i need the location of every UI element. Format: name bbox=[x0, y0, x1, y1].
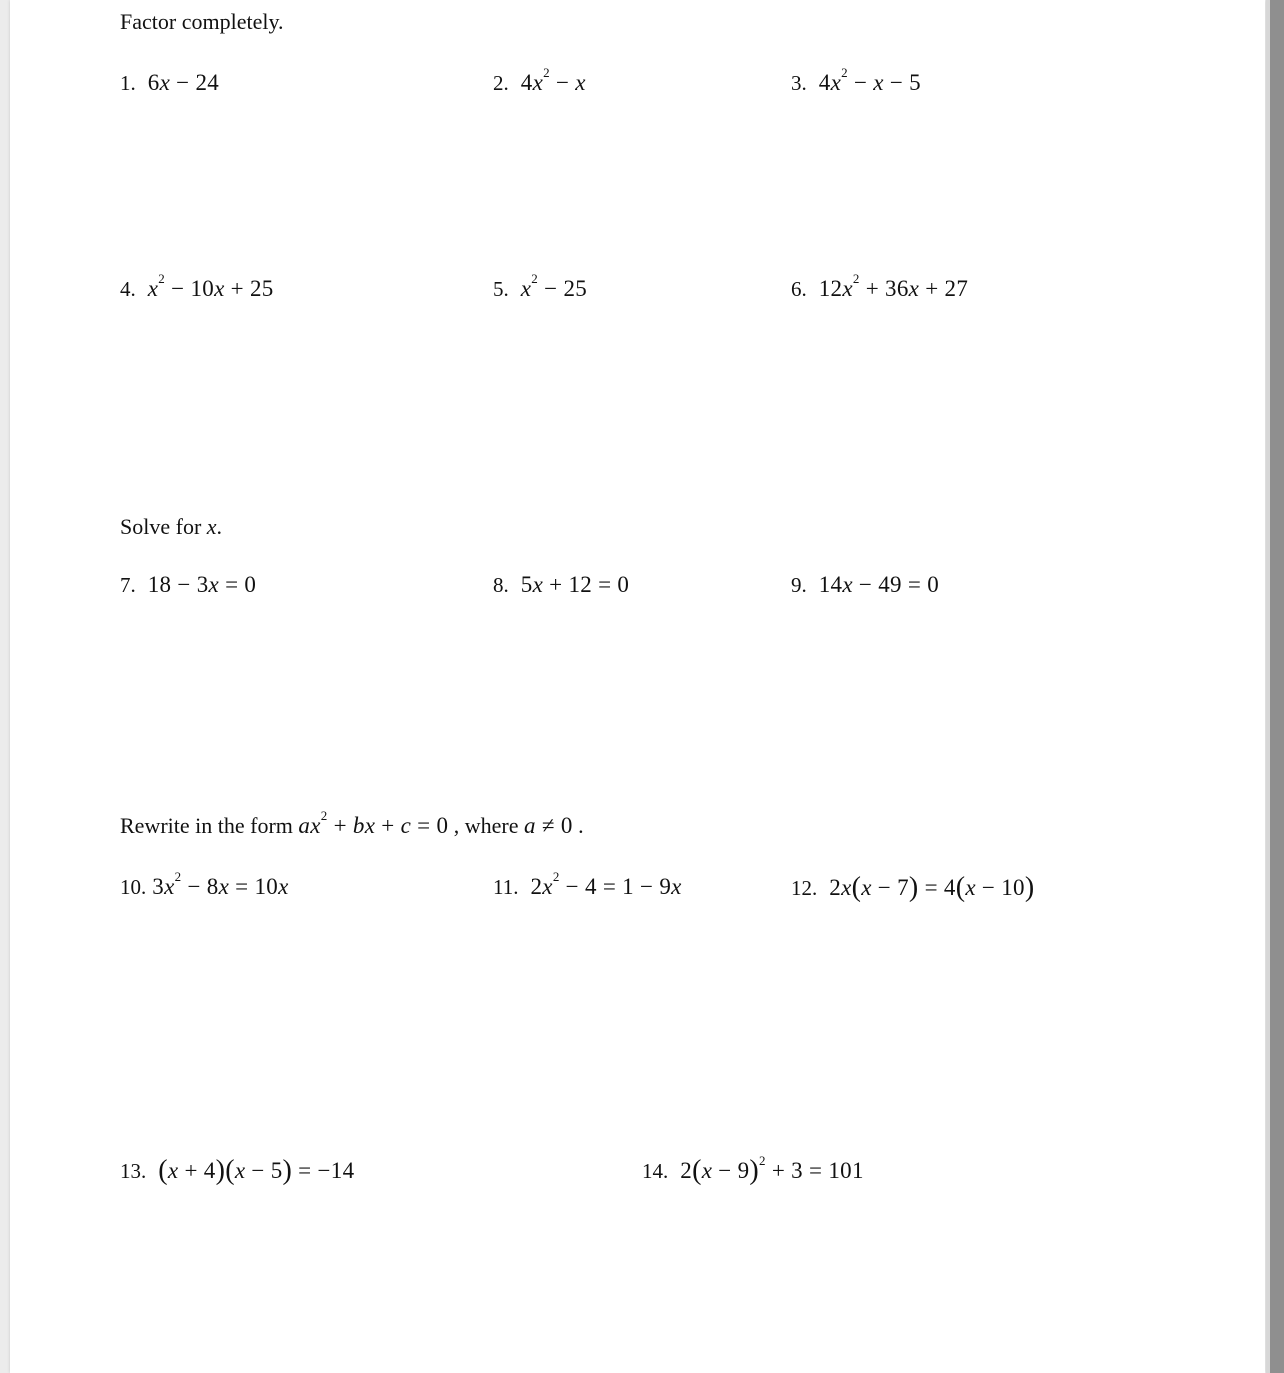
problem-expression: 6x − 24 bbox=[147, 70, 220, 95]
problem-number: 1. bbox=[120, 71, 136, 95]
problem-4 bbox=[120, 271, 274, 302]
problem-expression: $4x^2 - x - 5$ bbox=[818, 65, 921, 95]
problem-number: 8. bbox=[493, 573, 509, 597]
problem-expression: 14x − 49 = 0 bbox=[818, 572, 940, 597]
problem-10 bbox=[120, 869, 289, 900]
problem-number: 6. bbox=[791, 277, 807, 301]
problem-11 bbox=[493, 869, 682, 900]
problem-number: 12. bbox=[791, 876, 818, 900]
rewrite-heading-prefix: Rewrite in the form bbox=[120, 813, 293, 838]
problem-expression: $3x^2 - 8x = 10x$ bbox=[152, 869, 289, 899]
solve-heading-prefix: Solve for bbox=[120, 514, 207, 539]
problem-expression: $12x^2 + 36x + 27$ bbox=[818, 271, 969, 301]
problem-number: 3. bbox=[791, 71, 807, 95]
problem-expression: $x^2 - 10x + 25$ bbox=[147, 271, 274, 301]
problem-number: 2. bbox=[493, 71, 509, 95]
problem-number: 10. bbox=[120, 875, 147, 899]
rewrite-condition: a ≠ 0 bbox=[524, 813, 573, 838]
rewrite-heading-middle: , where bbox=[453, 813, 519, 838]
problem-expression: $2(x - 9)^2 + 3 = 101$ bbox=[680, 1153, 864, 1186]
problem-expression: $x^2 - 25$ bbox=[520, 271, 588, 301]
problem-expression: 2x(x − 7) = 4(x − 10) bbox=[829, 872, 1035, 903]
problem-number: 4. bbox=[120, 277, 136, 301]
factor-heading: Factor completely. bbox=[120, 9, 284, 34]
problem-number: 13. bbox=[120, 1159, 147, 1183]
problem-expression: $2x^2 - 4 = 1 - 9x$ bbox=[530, 869, 682, 899]
problem-6 bbox=[791, 271, 969, 302]
solve-heading-var: x bbox=[206, 514, 217, 539]
rewrite-heading-suffix: . bbox=[578, 813, 584, 838]
problem-number: 11. bbox=[493, 875, 519, 899]
problem-number: 9. bbox=[791, 573, 807, 597]
rewrite-heading bbox=[120, 808, 584, 839]
problem-number: 5. bbox=[493, 277, 509, 301]
problem-8 bbox=[493, 572, 629, 598]
problem-expression: (x + 4)(x − 5) = −14 bbox=[158, 1155, 355, 1186]
problem-2 bbox=[493, 65, 586, 96]
problem-14 bbox=[642, 1153, 864, 1186]
problem-5 bbox=[493, 271, 588, 302]
problem-9 bbox=[791, 572, 939, 598]
problem-number: 7. bbox=[120, 573, 136, 597]
problem-12 bbox=[791, 874, 1034, 901]
rewrite-form: $ax^2$ + bx + c = 0 bbox=[298, 808, 449, 838]
solve-heading bbox=[120, 514, 222, 540]
problem-expression: 5x + 12 = 0 bbox=[520, 572, 630, 597]
problem-expression: 18 − 3x = 0 bbox=[147, 572, 257, 597]
scrollbar-track[interactable] bbox=[1270, 0, 1284, 1373]
problem-3 bbox=[791, 65, 921, 96]
problem-number: 14. bbox=[642, 1159, 669, 1183]
problem-expression: $4x^2 - x$ bbox=[520, 65, 586, 95]
problem-1 bbox=[120, 70, 219, 96]
solve-heading-suffix: . bbox=[216, 514, 223, 539]
problem-13 bbox=[120, 1157, 354, 1184]
problem-7 bbox=[120, 572, 256, 598]
worksheet-page bbox=[10, 0, 1265, 1373]
